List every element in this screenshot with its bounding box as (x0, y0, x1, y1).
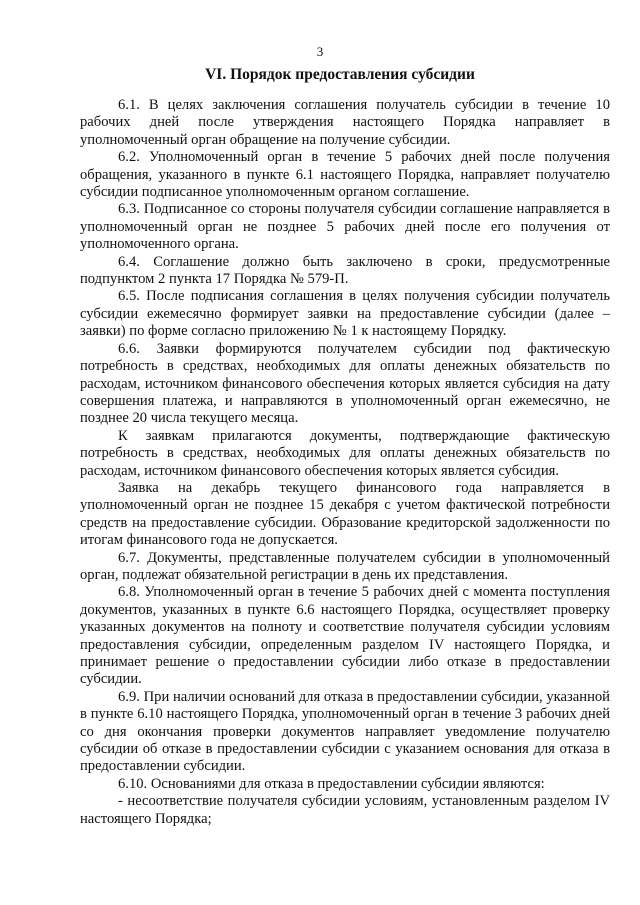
paragraph-6-4: 6.4. Соглашение должно быть заключено в сроки, предусмотренные подпунктом 2 пункта 17 Порядка № 579-П. (80, 253, 610, 288)
paragraph-6-3: 6.3. Подписанное со стороны получателя субсидии соглашение направляется в уполномоченный орган не позднее 5 рабочих дней после его получения от уполномоченного органа. (80, 201, 610, 253)
paragraph-6-2: 6.2. Уполномоченный орган в течение 5 рабочих дней после получения обращения, указанного в пункте 6.1 настоящего Порядка, направляет получателю субсидии подписанное уполномоченным органом соглашение. (80, 149, 610, 201)
page-number: 3 (316, 44, 324, 59)
paragraph-6-10: 6.10. Основаниями для отказа в предоставлении субсидии являются: (118, 775, 545, 792)
section-title: VI. Порядок предоставления субсидии (205, 66, 475, 83)
paragraph-6-8: 6.8. Уполномоченный орган в течение 5 рабочих дней с момента поступления документов, указанных в пункте 6.6 настоящего Порядка, осуществляет проверку указанных документов на полноту и соответствие получателя субсидии условиям предоставления субсидии, определенным разделом IV настоящего Порядка, и принимает решение о предоставлении субсидии либо отказе в предоставлении субсидии. (80, 584, 610, 688)
paragraph-6-1: 6.1. В целях заключения соглашения получатель субсидии в течение 10 рабочих дней после утверждения настоящего Порядка направляет в уполномоченный орган обращение на получение субсидии. (80, 97, 610, 148)
document-body (80, 97, 610, 828)
paragraph-attachments: К заявкам прилагаются документы, подтверждающие фактическую потребность в средствах, необходимых для оплаты денежных обязательств по расходам, источником финансового обеспечения которых является субсидия. (80, 427, 610, 479)
paragraph-6-7: 6.7. Документы, представленные получателем субсидии в уполномоченный орган, подлежат обязательной регистрации в день их представления. (80, 549, 610, 583)
list-item-nonconformity: - несоответствие получателя субсидии условиям, установленным разделом IV настоящего Порядка; (80, 793, 610, 827)
paragraph-6-5: 6.5. После подписания соглашения в целях получения субсидии получатель субсидии ежемесячно формирует заявки на предоставление субсидии (далее – заявки) по форме согласно приложению № 1 к настоящему Порядку. (80, 288, 610, 340)
paragraph-december-request: Заявка на декабрь текущего финансового года направляется в уполномоченный орган не позднее 15 декабря с учетом фактической потребности средств на предоставление субсидии. Образование кредиторской задолженности по итогам финансового года не допускается. (80, 479, 610, 549)
paragraph-6-6: 6.6. Заявки формируются получателем субсидии под фактическую потребность в средствах, необходимых для оплаты денежных обязательств по расходам, источником финансового обеспечения которых является субсидия на дату совершения платежа, и направляются в уполномоченный орган ежемесячно, не позднее 20 числа текущего месяца. (80, 340, 610, 427)
paragraph-6-9: 6.9. При наличии оснований для отказа в предоставлении субсидии, указанной в пункте 6.10 настоящего Порядка, уполномоченный орган в течение 3 рабочих дней со дня окончания проверки документов направляет уведомление получателю субсидии об отказе в предоставлении субсидии с указанием основания для отказа в предоставлении субсидии. (80, 688, 610, 775)
